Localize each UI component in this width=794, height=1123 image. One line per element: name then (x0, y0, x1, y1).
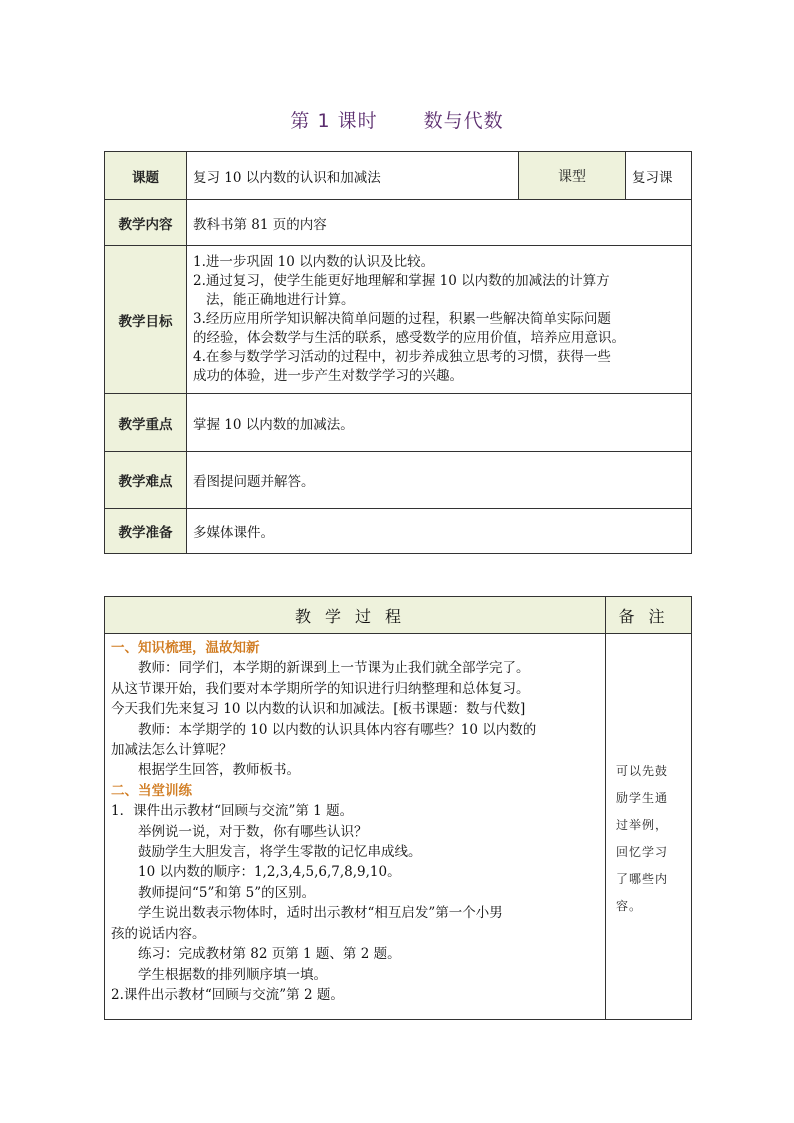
key-point-row (105, 394, 692, 452)
paragraph-line: 学生说出数表示物体时，适时出示教材“相互启发”第一个小男 (138, 905, 503, 922)
key-point-value: 掌握 10 以内数的加减法。 (187, 394, 692, 452)
teaching-process-table (104, 596, 692, 1020)
note-line: 可以先鼓 (616, 764, 669, 778)
paragraph-line: 10 以内数的顺序：1,2,3,4,5,6,7,8,9,10。 (138, 864, 401, 881)
content-value: 教科书第 81 页的内容 (187, 200, 692, 246)
goals-label: 教学目标 (105, 246, 187, 394)
notes-content (606, 634, 692, 1020)
paragraph-line: 教师：同学们，本学期的新课到上一节课为止我们就全部学完了。 (138, 660, 530, 677)
lesson-info-table (104, 151, 692, 554)
goal-line: 3.经历应用所学知识解决简单问题的过程，积累一些解决简单实际问题 (193, 311, 611, 327)
goal-line: 4.在参与数学学习活动的过程中，初步养成独立思考的习惯，获得一些 (193, 349, 611, 365)
content-row (105, 200, 692, 246)
type-label: 课型 (519, 152, 626, 200)
goal-line: 2.通过复习，使学生能更好地理解和掌握 10 以内数的加减法的计算方 (193, 273, 610, 289)
process-header-row (105, 597, 692, 634)
paragraph-line: 举例说一说，对于数，你有哪些认识？ (138, 823, 368, 840)
process-header: 教学过程 (105, 597, 606, 634)
paragraph-line: 加减法怎么计算呢？ (111, 742, 233, 759)
paragraph-line: 根据学生回答，教师板书。 (138, 762, 300, 779)
difficulty-row (105, 452, 692, 509)
goals-list (187, 246, 692, 394)
goal-line: 的经验，体会数学与生活的联系，感受数学的应用价值，培养应用意识。 (193, 330, 625, 346)
notes-header: 备注 (606, 597, 692, 634)
content-label: 教学内容 (105, 200, 187, 246)
preparation-label: 教学准备 (105, 509, 187, 554)
subject-value: 复习 10 以内数的认识和加减法 (187, 152, 519, 200)
paragraph-line: 鼓励学生大胆发言，将学生零散的记忆串成线。 (138, 844, 422, 861)
goal-line: 成功的体验，进一步产生对数学学习的兴趣。 (193, 368, 463, 384)
paragraph-line: 练习：完成教材第 82 页第 1 题、第 2 题。 (138, 946, 401, 963)
paragraph-line: 2.课件出示教材“回顾与交流”第 2 题。 (111, 986, 344, 1003)
paragraph-line: 孩的说话内容。 (111, 925, 206, 942)
note-line: 容。 (616, 899, 643, 913)
note-line: 励学生通 (616, 791, 669, 805)
page-title (0, 106, 794, 133)
process-body-row (105, 634, 692, 1020)
lesson-number: 第 1 课时 (290, 110, 378, 132)
section-heading: 二、当堂训练 (111, 782, 192, 799)
goal-line: 法，能正确地进行计算。 (206, 292, 355, 308)
section-heading: 一、知识梳理，温故知新 (111, 640, 260, 656)
note-line: 了哪些内 (616, 872, 669, 886)
preparation-row (105, 509, 692, 554)
key-point-label: 教学重点 (105, 394, 187, 452)
goal-line: 1.进一步巩固 10 以内数的认识及比较。 (193, 254, 435, 270)
type-value: 复习课 (626, 152, 692, 200)
paragraph-line: 教师提问“5”和第 5”的区别。 (138, 884, 316, 901)
note-line: 回忆学习 (616, 845, 669, 859)
note-line: 过举例， (616, 818, 669, 832)
paragraph-line: 1．课件出示教材“回顾与交流”第 1 题。 (111, 803, 354, 820)
goals-row (105, 246, 692, 394)
paragraph-line: 从这节课开始，我们要对本学期所学的知识进行归纳整理和总体复习。 (111, 680, 530, 697)
preparation-value: 多媒体课件。 (187, 509, 692, 554)
subject-row (105, 152, 692, 200)
paragraph-line: 今天我们先来复习 10 以内数的认识和加减法。[板书课题：数与代数] (111, 701, 526, 718)
paragraph-line: 教师：本学期学的 10 以内数的认识具体内容有哪些？10 以内数的 (138, 721, 537, 738)
difficulty-value: 看图提问题并解答。 (187, 452, 692, 509)
lesson-topic: 数与代数 (423, 110, 504, 132)
paragraph-line: 学生根据数的排列顺序填一填。 (138, 966, 327, 983)
subject-label: 课题 (105, 152, 187, 200)
process-content (105, 634, 606, 1020)
difficulty-label: 教学难点 (105, 452, 187, 509)
